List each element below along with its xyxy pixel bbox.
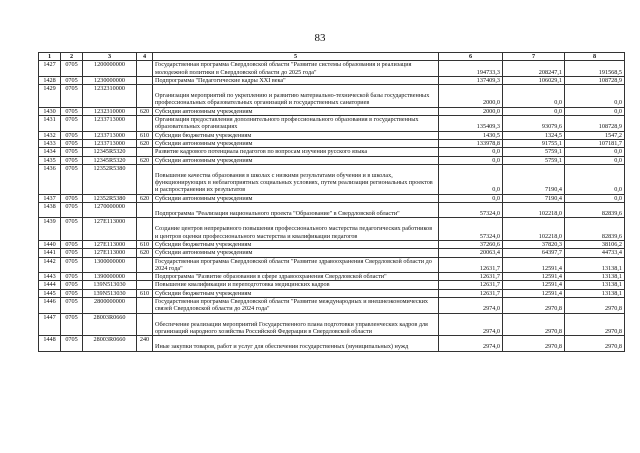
amount-year1-cell: 12631,7 <box>439 289 503 297</box>
row-number-cell: 1429 <box>39 85 61 108</box>
section-code-cell: 0705 <box>61 164 83 194</box>
amount-year2-cell: 2970,8 <box>503 313 565 336</box>
section-code-cell: 0705 <box>61 194 83 202</box>
amount-year3-cell: 0,0 <box>565 164 625 194</box>
amount-year3-cell: 191568,5 <box>565 61 625 77</box>
amount-year3-cell: 0,0 <box>565 156 625 164</box>
table-row <box>39 203 625 218</box>
row-number-cell: 1431 <box>39 116 61 132</box>
description-cell: Субсидии бюджетным учреждениям <box>153 289 439 297</box>
row-number-cell: 1446 <box>39 298 61 314</box>
row-number-cell: 1440 <box>39 240 61 248</box>
amount-year2-cell: 106029,1 <box>503 76 565 84</box>
amount-year2-cell: 91755,1 <box>503 139 565 147</box>
description-cell: Государственная программа Свердловской области "Развитие здравоохранения Свердловской области до 2024 года" <box>153 257 439 273</box>
header-cell-6: 6 <box>439 53 503 61</box>
section-code-cell: 0705 <box>61 85 83 108</box>
target-article-cell: 1232310000 <box>83 85 137 108</box>
target-article-cell: 1233713000 <box>83 139 137 147</box>
target-article-cell: 1270000000 <box>83 203 137 218</box>
description-cell: Подпрограмма "Реализация национального проекта "Образование" в Свердловской области" <box>153 203 439 218</box>
amount-year1-cell: 0,0 <box>439 156 503 164</box>
table-row <box>39 336 625 351</box>
amount-year2-cell: 2970,8 <box>503 336 565 351</box>
expense-type-cell <box>137 313 153 336</box>
amount-year2-cell: 102218,0 <box>503 218 565 241</box>
target-article-cell: 1233713000 <box>83 131 137 139</box>
amount-year2-cell: 1324,5 <box>503 131 565 139</box>
amount-year3-cell: 0,0 <box>565 107 625 115</box>
table-row <box>39 131 625 139</box>
amount-year1-cell: 20063,4 <box>439 249 503 257</box>
amount-year2-cell: 2970,8 <box>503 298 565 314</box>
amount-year2-cell: 102218,0 <box>503 203 565 218</box>
amount-year3-cell: 38106,2 <box>565 240 625 248</box>
expense-type-cell: 240 <box>137 336 153 351</box>
amount-year2-cell: 12591,4 <box>503 281 565 289</box>
section-code-cell: 0705 <box>61 313 83 336</box>
table-row <box>39 164 625 194</box>
table-row <box>39 298 625 314</box>
amount-year1-cell: 0,0 <box>439 148 503 156</box>
table-row <box>39 249 625 257</box>
description-cell: Развитие кадрового потенциала педагогов по вопросам изучения русского языка <box>153 148 439 156</box>
amount-year2-cell: 208247,1 <box>503 61 565 77</box>
table-row <box>39 289 625 297</box>
description-cell: Организация мероприятий по укреплению и развитию материально-технической базы государственных профессиональных образовательных организаций и государственных санаториев <box>153 85 439 108</box>
target-article-cell: 1200000000 <box>83 61 137 77</box>
section-code-cell: 0705 <box>61 273 83 281</box>
row-number-cell: 1442 <box>39 257 61 273</box>
target-article-cell: 12352R5380 <box>83 164 137 194</box>
amount-year3-cell: 1547,2 <box>565 131 625 139</box>
table-row <box>39 76 625 84</box>
expense-type-cell: 610 <box>137 289 153 297</box>
amount-year3-cell: 2970,8 <box>565 313 625 336</box>
section-code-cell: 0705 <box>61 203 83 218</box>
header-cell-5: 5 <box>153 53 439 61</box>
row-number-cell: 1433 <box>39 139 61 147</box>
section-code-cell: 0705 <box>61 148 83 156</box>
section-code-cell: 0705 <box>61 76 83 84</box>
description-cell: Субсидии автономным учреждениям <box>153 249 439 257</box>
table-row <box>39 313 625 336</box>
row-number-cell: 1434 <box>39 148 61 156</box>
expense-type-cell <box>137 116 153 132</box>
expense-type-cell <box>137 85 153 108</box>
target-article-cell: 1230000000 <box>83 76 137 84</box>
amount-year1-cell: 0,0 <box>439 164 503 194</box>
header-cell-8: 8 <box>565 53 625 61</box>
table-row <box>39 156 625 164</box>
amount-year3-cell: 82839,6 <box>565 218 625 241</box>
amount-year3-cell: 13138,1 <box>565 289 625 297</box>
expense-type-cell <box>137 76 153 84</box>
description-cell: Подпрограмма "Педагогические кадры XXI века" <box>153 76 439 84</box>
table-row <box>39 194 625 202</box>
description-cell: Субсидии автономным учреждениям <box>153 194 439 202</box>
target-article-cell: 1390000000 <box>83 273 137 281</box>
amount-year1-cell: 133978,8 <box>439 139 503 147</box>
description-cell: Обеспечение реализации мероприятий Государственного плана подготовки управленческих кадров для организаций народного хозяйства Российской Федерации в Свердловской области <box>153 313 439 336</box>
description-cell: Субсидии автономным учреждениям <box>153 156 439 164</box>
table-row <box>39 281 625 289</box>
amount-year2-cell: 0,0 <box>503 85 565 108</box>
target-article-cell: 127E113000 <box>83 249 137 257</box>
target-article-cell: 1300000000 <box>83 257 137 273</box>
amount-year1-cell: 2974,0 <box>439 298 503 314</box>
amount-year3-cell: 82839,6 <box>565 203 625 218</box>
section-code-cell: 0705 <box>61 298 83 314</box>
amount-year2-cell: 37820,3 <box>503 240 565 248</box>
page-number: 83 <box>314 32 326 44</box>
row-number-cell: 1443 <box>39 273 61 281</box>
amount-year1-cell: 2974,0 <box>439 313 503 336</box>
amount-year3-cell: 0,0 <box>565 85 625 108</box>
amount-year1-cell: 135409,3 <box>439 116 503 132</box>
section-code-cell: 0705 <box>61 281 83 289</box>
amount-year2-cell: 12591,4 <box>503 273 565 281</box>
amount-year3-cell: 2970,8 <box>565 336 625 351</box>
expense-type-cell <box>137 61 153 77</box>
section-code-cell: 0705 <box>61 107 83 115</box>
row-number-cell: 1435 <box>39 156 61 164</box>
expense-type-cell: 620 <box>137 194 153 202</box>
section-code-cell: 0705 <box>61 156 83 164</box>
table-row <box>39 240 625 248</box>
row-number-cell: 1432 <box>39 131 61 139</box>
amount-year1-cell: 2000,0 <box>439 85 503 108</box>
target-article-cell: 1233713000 <box>83 116 137 132</box>
amount-year1-cell: 194733,3 <box>439 61 503 77</box>
amount-year1-cell: 0,0 <box>439 194 503 202</box>
amount-year3-cell: 13138,1 <box>565 281 625 289</box>
amount-year1-cell: 37260,6 <box>439 240 503 248</box>
section-code-cell: 0705 <box>61 139 83 147</box>
description-cell: Субсидии автономным учреждениям <box>153 139 439 147</box>
target-article-cell: 28003R0660 <box>83 313 137 336</box>
description-cell: Повышение качества образования в школах с низкими результатами обучения и в школах, функционирующих в неблагоприятных социальных условиях, путем реализации региональных проектов и распространения их результатов <box>153 164 439 194</box>
description-cell: Создание центров непрерывного повышения профессионального мастерства педагогических работников и центров оценки профессионального мастерства и квалификации педагогов <box>153 218 439 241</box>
description-cell: Субсидии автономным учреждениям <box>153 107 439 115</box>
amount-year2-cell: 7190,4 <box>503 164 565 194</box>
amount-year1-cell: 12631,7 <box>439 257 503 273</box>
row-number-cell: 1439 <box>39 218 61 241</box>
section-code-cell: 0705 <box>61 289 83 297</box>
table-row <box>39 139 625 147</box>
target-article-cell: 12345R5320 <box>83 148 137 156</box>
amount-year3-cell: 108728,9 <box>565 116 625 132</box>
target-article-cell: 28003R0660 <box>83 336 137 351</box>
amount-year3-cell: 0,0 <box>565 148 625 156</box>
amount-year3-cell: 0,0 <box>565 194 625 202</box>
section-code-cell: 0705 <box>61 336 83 351</box>
header-cell-1: 1 <box>39 53 61 61</box>
header-cell-2: 2 <box>61 53 83 61</box>
table-row <box>39 257 625 273</box>
table-row <box>39 273 625 281</box>
header-cell-3: 3 <box>83 53 137 61</box>
amount-year1-cell: 57324,0 <box>439 203 503 218</box>
target-article-cell: 139N513030 <box>83 281 137 289</box>
row-number-cell: 1437 <box>39 194 61 202</box>
expense-type-cell: 620 <box>137 156 153 164</box>
description-cell: Повышение квалификации и переподготовка медицинских кадров <box>153 281 439 289</box>
amount-year3-cell: 107181,7 <box>565 139 625 147</box>
expense-type-cell <box>137 218 153 241</box>
amount-year2-cell: 12591,4 <box>503 289 565 297</box>
target-article-cell: 127E113000 <box>83 240 137 248</box>
amount-year1-cell: 1430,5 <box>439 131 503 139</box>
expense-type-cell <box>137 281 153 289</box>
description-cell: Государственная программа Свердловской области "Развитие международных и внешнеэкономических связей Свердловской области до 2024 года" <box>153 298 439 314</box>
section-code-cell: 0705 <box>61 116 83 132</box>
table-row <box>39 218 625 241</box>
amount-year3-cell: 13138,1 <box>565 273 625 281</box>
amount-year1-cell: 137409,3 <box>439 76 503 84</box>
amount-year3-cell: 2970,8 <box>565 298 625 314</box>
amount-year3-cell: 13138,1 <box>565 257 625 273</box>
row-number-cell: 1444 <box>39 281 61 289</box>
expense-type-cell <box>137 298 153 314</box>
expense-type-cell <box>137 273 153 281</box>
section-code-cell: 0705 <box>61 61 83 77</box>
description-cell: Субсидии бюджетным учреждениям <box>153 131 439 139</box>
target-article-cell: 1232310000 <box>83 107 137 115</box>
section-code-cell: 0705 <box>61 240 83 248</box>
description-cell: Государственная программа Свердловской области "Развитие системы образования и реализация молодежной политики в Свердловской области до 2025 года" <box>153 61 439 77</box>
budget-table <box>38 52 625 352</box>
expense-type-cell: 610 <box>137 131 153 139</box>
amount-year2-cell: 5759,1 <box>503 148 565 156</box>
section-code-cell: 0705 <box>61 218 83 241</box>
amount-year1-cell: 12631,7 <box>439 281 503 289</box>
target-article-cell: 2800000000 <box>83 298 137 314</box>
amount-year2-cell: 93079,6 <box>503 116 565 132</box>
row-number-cell: 1445 <box>39 289 61 297</box>
section-code-cell: 0705 <box>61 249 83 257</box>
description-cell: Подпрограмма "Развитие образования в сфере здравоохранения Свердловской области" <box>153 273 439 281</box>
description-cell: Иные закупки товаров, работ и услуг для обеспечения государственных (муниципальных) нужд <box>153 336 439 351</box>
expense-type-cell: 620 <box>137 249 153 257</box>
target-article-cell: 127E113000 <box>83 218 137 241</box>
description-cell: Субсидии бюджетным учреждениям <box>153 240 439 248</box>
amount-year3-cell: 108728,9 <box>565 76 625 84</box>
row-number-cell: 1448 <box>39 336 61 351</box>
row-number-cell: 1438 <box>39 203 61 218</box>
row-number-cell: 1447 <box>39 313 61 336</box>
header-row <box>39 53 625 61</box>
expense-type-cell <box>137 257 153 273</box>
section-code-cell: 0705 <box>61 257 83 273</box>
header-cell-7: 7 <box>503 53 565 61</box>
amount-year1-cell: 57324,0 <box>439 218 503 241</box>
table-row <box>39 85 625 108</box>
amount-year2-cell: 64397,7 <box>503 249 565 257</box>
expense-type-cell: 610 <box>137 240 153 248</box>
description-cell: Организация предоставления дополнительного профессионального образования в государственных образовательных организациях <box>153 116 439 132</box>
amount-year1-cell: 12631,7 <box>439 273 503 281</box>
target-article-cell: 139N513030 <box>83 289 137 297</box>
amount-year2-cell: 7190,4 <box>503 194 565 202</box>
amount-year1-cell: 2974,0 <box>439 336 503 351</box>
row-number-cell: 1428 <box>39 76 61 84</box>
expense-type-cell <box>137 203 153 218</box>
target-article-cell: 12345R5320 <box>83 156 137 164</box>
row-number-cell: 1427 <box>39 61 61 77</box>
amount-year2-cell: 12591,4 <box>503 257 565 273</box>
amount-year1-cell: 2000,0 <box>439 107 503 115</box>
section-code-cell: 0705 <box>61 131 83 139</box>
row-number-cell: 1441 <box>39 249 61 257</box>
table-row <box>39 148 625 156</box>
expense-type-cell <box>137 164 153 194</box>
expense-type-cell: 620 <box>137 107 153 115</box>
amount-year2-cell: 5759,1 <box>503 156 565 164</box>
header-cell-4: 4 <box>137 53 153 61</box>
row-number-cell: 1430 <box>39 107 61 115</box>
expense-type-cell <box>137 148 153 156</box>
table-row <box>39 116 625 132</box>
row-number-cell: 1436 <box>39 164 61 194</box>
amount-year3-cell: 44733,4 <box>565 249 625 257</box>
amount-year2-cell: 0,0 <box>503 107 565 115</box>
expense-type-cell: 620 <box>137 139 153 147</box>
table-row <box>39 61 625 77</box>
target-article-cell: 12352R5380 <box>83 194 137 202</box>
table-row <box>39 107 625 115</box>
